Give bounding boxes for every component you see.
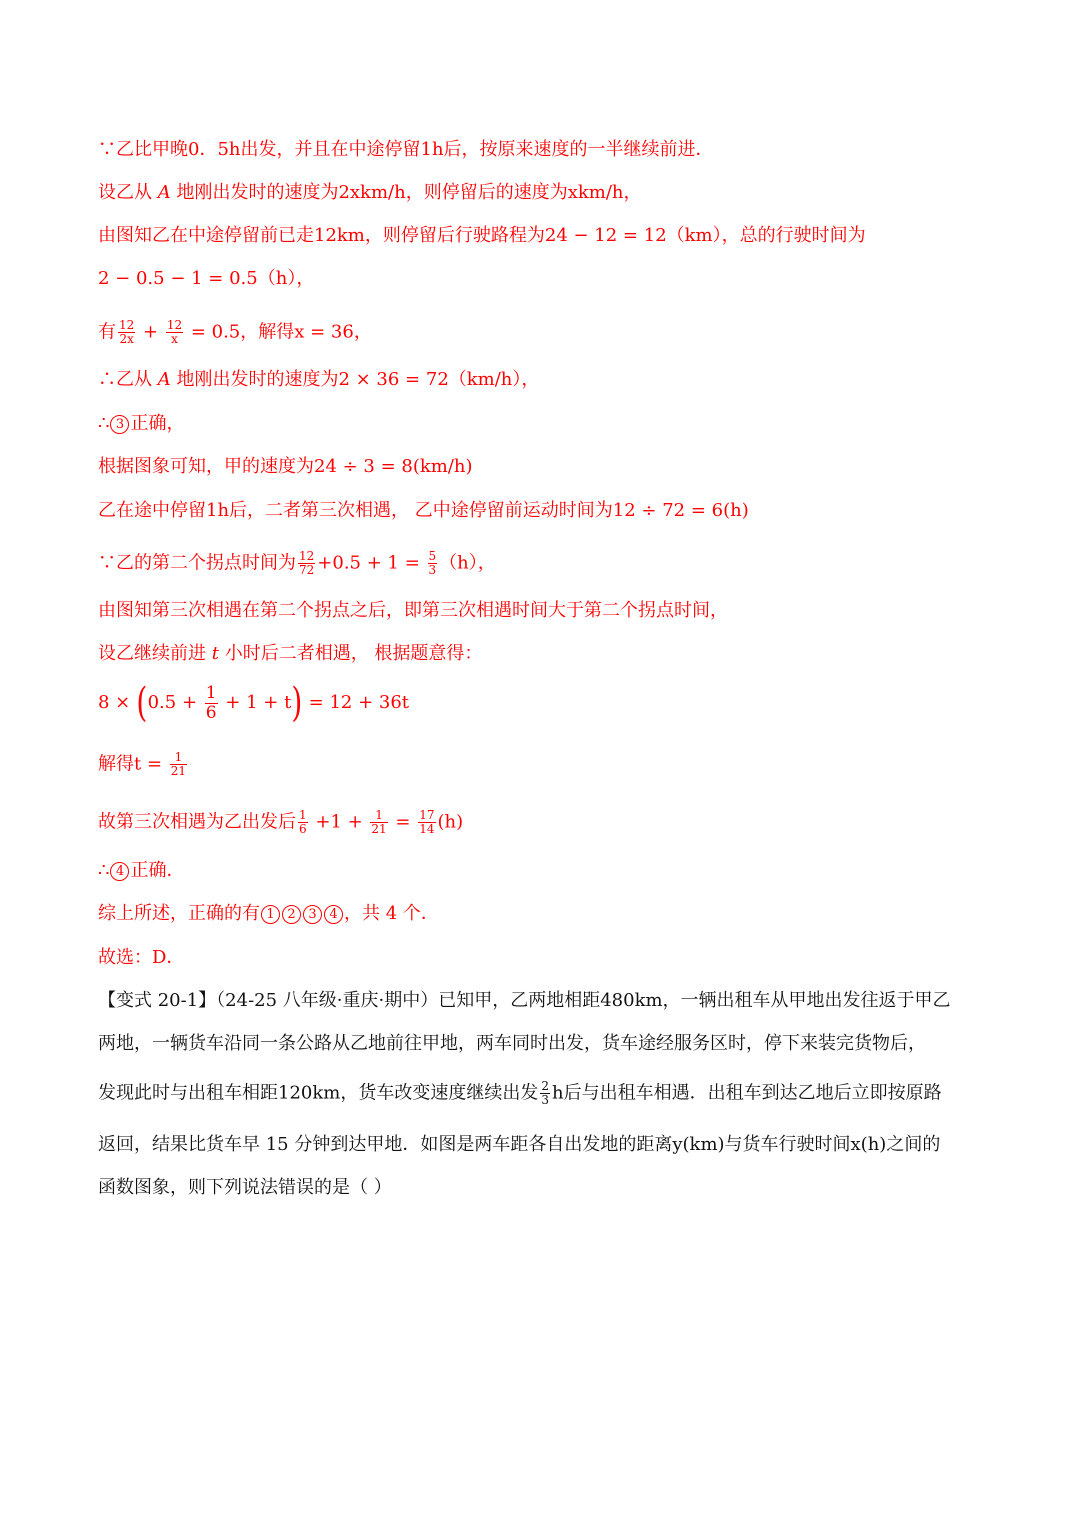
problem-line-1: 【变式 20-1】（24-25 八年级·重庆·期中）已知甲，乙两地相距480km，一辆出租车从甲地出发往返于甲乙	[98, 990, 951, 1011]
solution-line-6: ∴乙从 A 地刚出发时的速度为2 × 36 = 72（km/h），	[98, 369, 540, 390]
solution-line-12: 设乙继续前进 t 小时后二者相遇， 根据题意得：	[98, 643, 483, 664]
solution-line-4: 2 − 0.5 − 1 = 0.5（h），	[98, 268, 315, 289]
solution-line-7: ∴ 3 正确，	[98, 413, 185, 434]
circled-number: 4	[110, 862, 129, 881]
circled-number: 3	[110, 415, 129, 434]
circled-number: 2	[282, 905, 301, 924]
solution-line-16: ∴ 4 正确．	[98, 860, 185, 881]
solution-line-15: 故第三次相遇为乙出发后 $\frac{1}{6}$ +1 + $\frac{1}{21}$ = $\frac{17}{14}$ (h)	[98, 808, 464, 836]
circled-number: 1	[261, 905, 280, 924]
solution-line-11: 由图知第三次相遇在第二个拐点之后，即第三次相遇时间大于第二个拐点时间，	[98, 600, 728, 621]
solution-line-1: ∵乙比甲晚0．5h出发，并且在中途停留1h后，按原来速度的一半继续前进．	[98, 139, 714, 160]
circled-number: 3	[303, 905, 322, 924]
solution-line-14: 解得t = $\frac{1}{21}$	[98, 750, 187, 778]
solution-line-8: 根据图象可知，甲的速度为24 ÷ 3 = 8(km/h)	[98, 456, 473, 477]
solution-line-10: ∵乙的第二个拐点时间为 $\frac{12}{72}$ +0.5 + 1 = $\frac{5}{3}$ （h），	[98, 549, 496, 577]
problem-line-4: 返回，结果比货车早 15 分钟到达甲地．如图是两车距各自出发地的距离y(km)与货车行驶时间x(h)之间的	[98, 1134, 941, 1155]
problem-line-3: 发现此时与出租车相距120km，货车改变速度继续出发 $\frac{2}{3}$ h后与出租车相遇．出租车到达乙地后立即按原路	[98, 1079, 942, 1107]
solution-line-5: 有 $\frac{12}{2x}$ + $\frac{12}{x}$ = 0.5，解得x = 36，	[98, 318, 372, 346]
solution-answer: 故选：D．	[98, 947, 185, 968]
solution-line-3: 由图知乙在中途停留前已走12km，则停留后行驶路程为24 − 12 = 12（km），总的行驶时间为	[98, 225, 866, 246]
problem-line-5: 函数图象，则下列说法错误的是（ ）	[98, 1177, 392, 1198]
solution-line-17: 综上所述，正确的有 1 2 3 4 ，共 4 个．	[98, 903, 439, 924]
solution-equation: 8 × (0.5 + $\frac{1}{6}$ + 1 + t) = 12 + 36t	[98, 680, 410, 726]
solution-line-2: 设乙从 A 地刚出发时的速度为2xkm/h，则停留后的速度为xkm/h，	[98, 182, 642, 203]
problem-line-2: 两地，一辆货车沿同一条公路从乙地前往甲地，两车同时出发，货车途经服务区时，停下来装完货物后，	[98, 1033, 926, 1054]
circled-number: 4	[324, 905, 343, 924]
solution-line-9: 乙在途中停留1h后，二者第三次相遇， 乙中途停留前运动时间为12 ÷ 72 = 6(h)	[98, 500, 749, 521]
